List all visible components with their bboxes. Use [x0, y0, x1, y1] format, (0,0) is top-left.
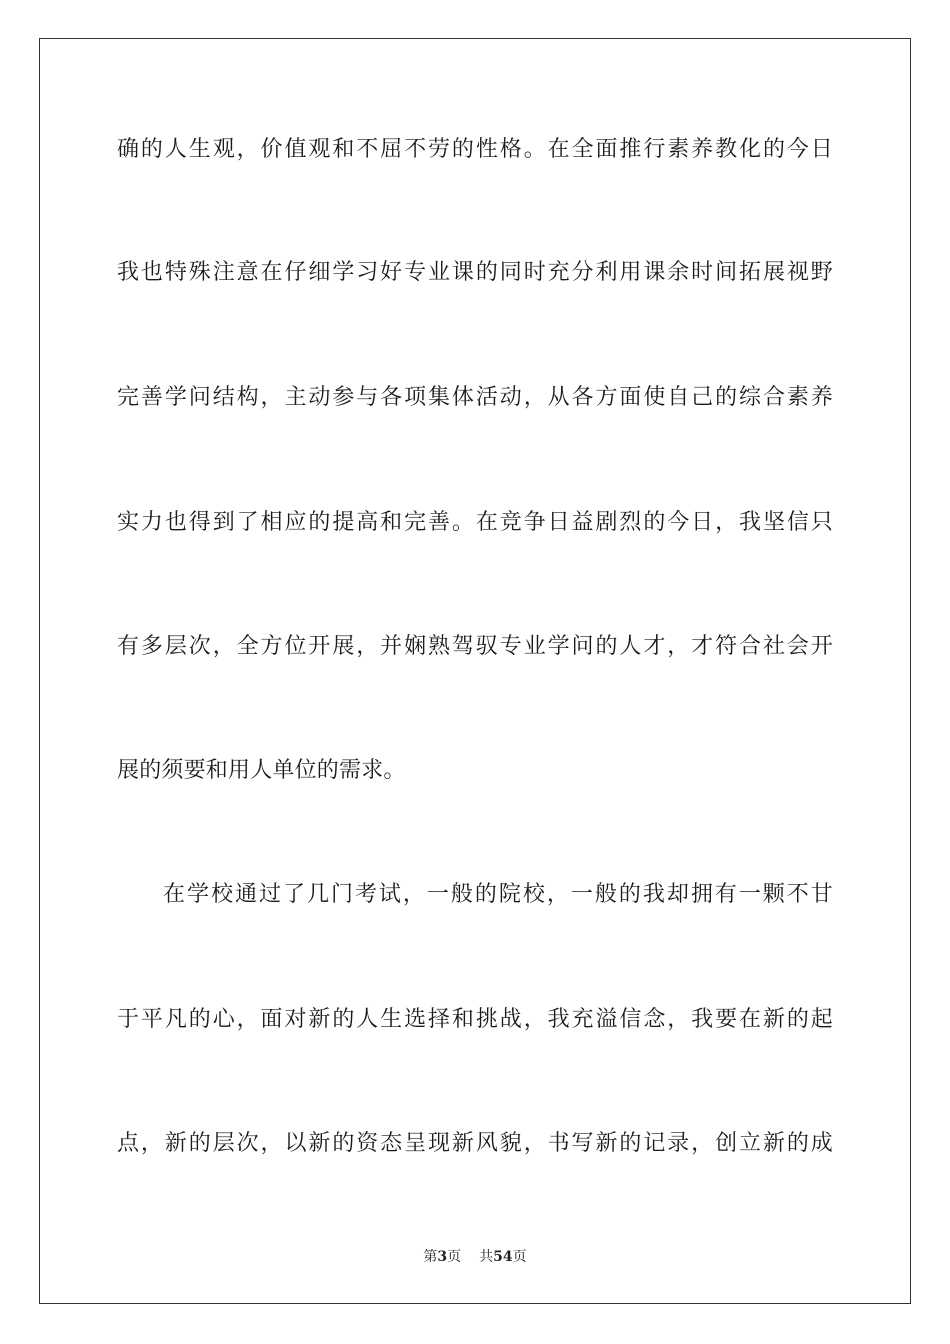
paragraph-start-line: 在学校通过了几门考试，一般的院校，一般的我却拥有一颗不甘: [163, 882, 833, 907]
text-line-6: 展的须要和用人单位的需求。: [117, 758, 406, 783]
text-line-4: 实力也得到了相应的提高和完善。在竞争日益剧烈的今日，我坚信只: [117, 510, 833, 535]
text-line-3: 完善学问结构，主动参与各项集体活动，从各方面使自己的综合素养: [117, 385, 833, 410]
page-suffix: 页: [447, 1249, 462, 1265]
page-prefix: 第: [423, 1249, 438, 1265]
text-line-8: 于平凡的心，面对新的人生选择和挑战，我充溢信念，我要在新的起: [117, 1007, 833, 1032]
total-pages: 54: [493, 1249, 513, 1265]
total-prefix: 共: [479, 1249, 494, 1265]
text-line-9: 点，新的层次，以新的资态呈现新风貌，书写新的记录，创立新的成: [117, 1131, 833, 1156]
total-suffix: 页: [512, 1249, 527, 1265]
text-line-5: 有多层次，全方位开展，并娴熟驾驭专业学问的人才，才符合社会开: [117, 634, 833, 659]
page-frame: [39, 38, 911, 1304]
page-footer: [0, 1248, 950, 1266]
text-line-2: 我也特殊注意在仔细学习好专业课的同时充分利用课余时间拓展视野: [117, 260, 833, 285]
text-line-1: 确的人生观，价值观和不屈不劳的性格。在全面推行素养教化的今日: [117, 137, 833, 162]
page-number: 3: [437, 1249, 448, 1265]
